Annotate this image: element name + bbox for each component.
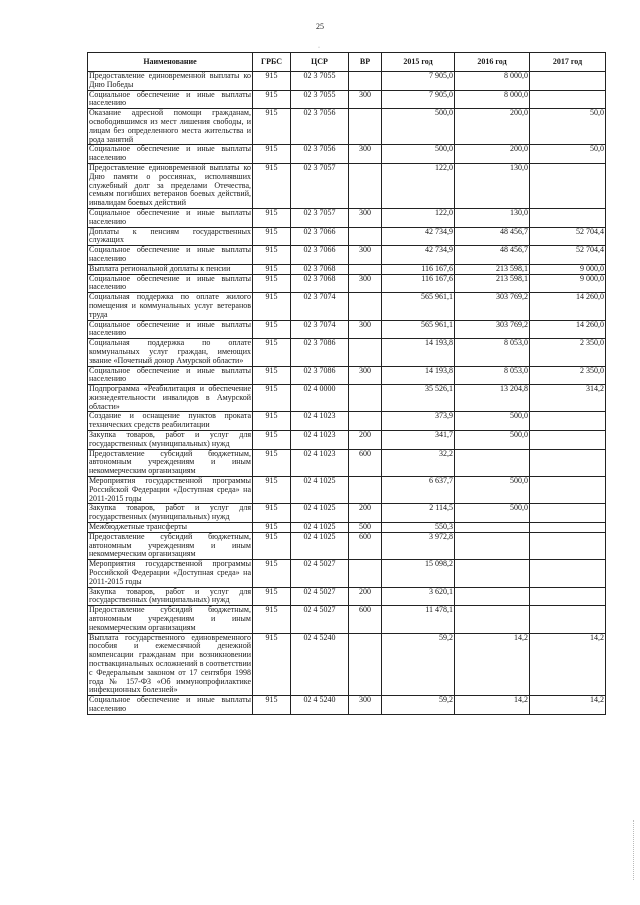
row-vr: 200 [349, 587, 382, 606]
row-2015: 14 193,8 [382, 366, 455, 385]
row-2017 [530, 477, 606, 504]
row-2016: 13 204,8 [455, 385, 530, 412]
row-vr [349, 227, 382, 246]
row-csr: 02 4 5240 [291, 633, 349, 696]
row-2017: 9 000,0 [530, 264, 606, 274]
row-2017 [530, 208, 606, 227]
table-header-row [88, 53, 606, 72]
row-name: Подпрограмма «Реабилитация и обеспечение жизнедеятельности инвалидов в Амурской области» [89, 384, 251, 411]
row-csr: 02 4 1025 [291, 532, 349, 559]
row-name: Выплата государственного единовременного пособия и ежемесячной денежной компенсации гражданам при возникновении поствакцинальных осложнений в соответствии с Федеральным законом от 17 сентября 1998 года № 157-ФЗ «Об иммунопрофилактике инфекционных болезней» [89, 633, 251, 695]
row-2017 [530, 431, 606, 450]
row-grbs: 915 [253, 227, 291, 246]
row-2015: 116 167,6 [382, 274, 455, 293]
row-name: Социальное обеспечение и иные выплаты населению [89, 90, 251, 108]
table-row [88, 532, 606, 559]
row-name: Социальное обеспечение и иные выплаты населению [89, 245, 251, 263]
row-csr: 02 3 7074 [291, 320, 349, 339]
row-vr: 300 [349, 208, 382, 227]
row-2017: 14,2 [530, 696, 606, 715]
header-name: Наименование [88, 53, 253, 72]
row-name: Мероприятия государственной программы Российской Федерации «Доступная среда» на 2011-2015 годы [89, 476, 251, 503]
row-csr: 02 4 0000 [291, 385, 349, 412]
table-row [88, 264, 606, 274]
row-vr: 600 [349, 449, 382, 476]
row-grbs: 915 [253, 606, 291, 633]
header-vr: ВР [349, 53, 382, 72]
row-grbs: 915 [253, 431, 291, 450]
row-2017 [530, 523, 606, 533]
table-row [88, 477, 606, 504]
header-2017: 2017 год [530, 53, 606, 72]
row-2017 [530, 606, 606, 633]
row-name: Закупка товаров, работ и услуг для государственных (муниципальных) нужд [89, 587, 251, 605]
row-grbs: 915 [253, 532, 291, 559]
row-2015: 7 905,0 [382, 90, 455, 109]
row-vr: 300 [349, 145, 382, 164]
row-csr: 02 4 1025 [291, 523, 349, 533]
row-2017 [530, 449, 606, 476]
table-row [88, 606, 606, 633]
row-2017: 50,0 [530, 109, 606, 145]
row-2015: 15 098,2 [382, 560, 455, 587]
row-2016: 130,0 [455, 163, 530, 208]
row-2017: 52 704,4 [530, 227, 606, 246]
table-row [88, 587, 606, 606]
row-2016: 8 053,0 [455, 339, 530, 366]
table-row [88, 90, 606, 109]
header-csr: ЦСР [291, 53, 349, 72]
row-name: Выплата региональной доплаты к пенсии [88, 264, 253, 274]
row-2017 [530, 532, 606, 559]
row-2017: 314,2 [530, 385, 606, 412]
row-csr: 02 3 7066 [291, 227, 349, 246]
row-2015: 341,7 [382, 431, 455, 450]
row-name: Оказание адресной помощи гражданам, освободившимся из мест лишения свободы, и лицам без определенного места жительства и рода занятий [89, 108, 251, 144]
row-grbs: 915 [253, 274, 291, 293]
row-grbs: 915 [253, 72, 291, 91]
row-grbs: 915 [253, 504, 291, 523]
table-row [88, 109, 606, 145]
row-2016: 130,0 [455, 208, 530, 227]
row-2017: 14 260,0 [530, 320, 606, 339]
table-row [88, 293, 606, 320]
row-2017: 2 350,0 [530, 339, 606, 366]
row-csr: 02 4 1025 [291, 504, 349, 523]
row-2015: 42 734,9 [382, 246, 455, 265]
row-grbs: 915 [253, 587, 291, 606]
row-2015: 3 620,1 [382, 587, 455, 606]
row-2016 [455, 523, 530, 533]
table-row [88, 449, 606, 476]
table-body [88, 72, 606, 715]
row-2016: 500,0 [455, 412, 530, 431]
row-2016: 303 769,2 [455, 320, 530, 339]
row-2017 [530, 90, 606, 109]
table-row [88, 633, 606, 696]
row-csr: 02 4 5027 [291, 606, 349, 633]
row-name: Мероприятия государственной программы Российской Федерации «Доступная среда» на 2011-2015 годы [89, 559, 251, 586]
row-name: Социальное обеспечение и иные выплаты населению [89, 144, 251, 163]
row-2016: 500,0 [455, 477, 530, 504]
table-row [88, 696, 606, 715]
row-2016: 213 598,1 [455, 264, 530, 274]
table-row [88, 431, 606, 450]
scan-edge-artifact [623, 820, 634, 880]
row-name: Предоставление субсидий бюджетным, автономным учреждениям и иным некоммерческим организациям [89, 532, 251, 559]
row-2016: 14,2 [455, 696, 530, 715]
row-2017: 52 704,4 [530, 246, 606, 265]
row-2015: 122,0 [382, 208, 455, 227]
row-2017 [530, 412, 606, 431]
table-row [88, 366, 606, 385]
row-grbs: 915 [253, 523, 291, 533]
row-2017 [530, 72, 606, 91]
table-row [88, 560, 606, 587]
row-2017: 14 260,0 [530, 293, 606, 320]
row-2016: 500,0 [455, 431, 530, 450]
row-2016: 8 000,0 [455, 72, 530, 91]
row-vr: 500 [349, 523, 382, 533]
row-grbs: 915 [253, 560, 291, 587]
row-csr: 02 3 7086 [291, 339, 349, 366]
row-csr: 02 4 1023 [291, 412, 349, 431]
row-csr: 02 4 5027 [291, 560, 349, 587]
row-2015: 373,9 [382, 412, 455, 431]
row-2015: 500,0 [382, 109, 455, 145]
row-2016: 213 598,1 [455, 274, 530, 293]
row-2015: 6 637,7 [382, 477, 455, 504]
row-csr: 02 4 1023 [291, 431, 349, 450]
table-row [88, 208, 606, 227]
row-2015: 11 478,1 [382, 606, 455, 633]
row-2017: 9 000,0 [530, 274, 606, 293]
row-csr: 02 3 7068 [291, 274, 349, 293]
page-number: 25 [316, 22, 324, 31]
row-vr [349, 412, 382, 431]
table-row [88, 246, 606, 265]
row-vr [349, 293, 382, 320]
row-csr: 02 3 7057 [291, 208, 349, 227]
row-grbs: 915 [253, 109, 291, 145]
row-name: Социальное обеспечение и иные выплаты населению [89, 320, 251, 338]
row-2015: 32,2 [382, 449, 455, 476]
row-name: Социальное обеспечение и иные выплаты населению [89, 695, 251, 713]
row-2016: 500,0 [455, 504, 530, 523]
row-grbs: 915 [253, 208, 291, 227]
row-vr: 600 [349, 532, 382, 559]
row-2016: 8 053,0 [455, 366, 530, 385]
row-csr: 02 3 7056 [291, 109, 349, 145]
row-2016 [455, 560, 530, 587]
row-2017: 2 350,0 [530, 366, 606, 385]
table-row [88, 412, 606, 431]
row-grbs: 915 [253, 385, 291, 412]
row-vr: 200 [349, 504, 382, 523]
row-2016 [455, 532, 530, 559]
row-2016 [455, 449, 530, 476]
row-csr: 02 3 7056 [291, 145, 349, 164]
row-csr: 02 3 7068 [291, 264, 349, 274]
table-row [88, 163, 606, 208]
row-csr: 02 3 7055 [291, 72, 349, 91]
row-2016: 14,2 [455, 633, 530, 696]
row-grbs: 915 [253, 449, 291, 476]
row-2017: 14,2 [530, 633, 606, 696]
row-2016: 303 769,2 [455, 293, 530, 320]
row-csr: 02 4 5240 [291, 696, 349, 715]
table-row [88, 523, 606, 533]
table-row [88, 72, 606, 91]
table-row [88, 145, 606, 164]
row-vr [349, 633, 382, 696]
row-csr: 02 3 7074 [291, 293, 349, 320]
row-2015: 2 114,5 [382, 504, 455, 523]
row-2017 [530, 587, 606, 606]
row-csr: 02 3 7057 [291, 163, 349, 208]
header-grbs: ГРБС [253, 53, 291, 72]
row-vr: 300 [349, 320, 382, 339]
row-name: Межбюджетные трансферты [88, 523, 253, 533]
row-grbs: 915 [253, 264, 291, 274]
row-csr: 02 3 7055 [291, 90, 349, 109]
row-vr [349, 264, 382, 274]
row-vr [349, 385, 382, 412]
budget-table [87, 52, 606, 715]
row-2017: 50,0 [530, 145, 606, 164]
row-vr [349, 109, 382, 145]
row-2017 [530, 163, 606, 208]
row-2015: 565 961,1 [382, 293, 455, 320]
row-name: Создание и оснащение пунктов проката технических средств реабилитации [89, 411, 251, 430]
row-name: Предоставление субсидий бюджетным, автономным учреждениям и иным некоммерческим организациям [89, 605, 251, 632]
row-name: Социальная поддержка по оплате коммунальных услуг граждан, имеющих звание «Почетный донор Амурской области» [89, 338, 251, 365]
row-grbs: 915 [253, 90, 291, 109]
row-vr: 300 [349, 274, 382, 293]
row-vr: 300 [349, 90, 382, 109]
row-2016: 200,0 [455, 109, 530, 145]
row-csr: 02 3 7066 [291, 246, 349, 265]
table-row [88, 504, 606, 523]
row-2015: 35 526,1 [382, 385, 455, 412]
row-csr: 02 4 5027 [291, 587, 349, 606]
row-grbs: 915 [253, 246, 291, 265]
row-vr: 300 [349, 366, 382, 385]
row-name: Предоставление субсидий бюджетным, автономным учреждениям и иным некоммерческим организациям [89, 449, 251, 476]
row-vr: 300 [349, 246, 382, 265]
row-name: Доплаты к пенсиям государственных служащих [89, 227, 251, 245]
row-grbs: 915 [253, 145, 291, 164]
row-name: Социальное обеспечение и иные выплаты населению [89, 366, 251, 384]
row-grbs: 915 [253, 293, 291, 320]
row-2015: 565 961,1 [382, 320, 455, 339]
row-2015: 116 167,6 [382, 264, 455, 274]
row-name: Социальное обеспечение и иные выплаты населению [89, 208, 251, 226]
row-vr [349, 477, 382, 504]
row-vr [349, 560, 382, 587]
row-2016: 8 000,0 [455, 90, 530, 109]
row-2016 [455, 587, 530, 606]
row-2015: 59,2 [382, 696, 455, 715]
row-grbs: 915 [253, 696, 291, 715]
table-row [88, 339, 606, 366]
table-row [88, 227, 606, 246]
row-2016: 48 456,7 [455, 246, 530, 265]
row-vr: 200 [349, 431, 382, 450]
header-2016: 2016 год [455, 53, 530, 72]
row-name: Предоставление единовременной выплаты ко Дню памяти о россиянах, исполнявших служебный долг за пределами Отечества, семьям погибших ветеранов боевых действий, инвалидам боевых действий [89, 163, 251, 208]
table-row [88, 385, 606, 412]
row-vr: 300 [349, 696, 382, 715]
row-2016: 48 456,7 [455, 227, 530, 246]
row-grbs: 915 [253, 412, 291, 431]
row-2015: 500,0 [382, 145, 455, 164]
row-name: Закупка товаров, работ и услуг для государственных (муниципальных) нужд [89, 430, 251, 448]
row-2017 [530, 504, 606, 523]
row-2015: 14 193,8 [382, 339, 455, 366]
row-2016: 200,0 [455, 145, 530, 164]
row-grbs: 915 [253, 320, 291, 339]
row-2016 [455, 606, 530, 633]
row-name: Предоставление единовременной выплаты ко Дню Победы [89, 71, 251, 89]
row-name: Социальная поддержка по оплате жилого помещения и коммунальных услуг ветеранов труда [89, 292, 251, 319]
scan-mark: · [318, 45, 320, 51]
table-row [88, 320, 606, 339]
row-vr: 600 [349, 606, 382, 633]
row-name: Закупка товаров, работ и услуг для государственных (муниципальных) нужд [89, 503, 251, 522]
row-grbs: 915 [253, 163, 291, 208]
row-grbs: 915 [253, 366, 291, 385]
row-2015: 59,2 [382, 633, 455, 696]
row-2015: 3 972,8 [382, 532, 455, 559]
row-2015: 122,0 [382, 163, 455, 208]
row-csr: 02 4 1025 [291, 477, 349, 504]
row-vr [349, 339, 382, 366]
row-grbs: 915 [253, 633, 291, 696]
row-2015: 7 905,0 [382, 72, 455, 91]
row-2017 [530, 560, 606, 587]
row-grbs: 915 [253, 477, 291, 504]
row-grbs: 915 [253, 339, 291, 366]
header-2015: 2015 год [382, 53, 455, 72]
table-row [88, 274, 606, 293]
row-vr [349, 72, 382, 91]
row-2015: 550,3 [382, 523, 455, 533]
row-csr: 02 4 1023 [291, 449, 349, 476]
row-name: Социальное обеспечение и иные выплаты населению [89, 274, 251, 292]
row-2015: 42 734,9 [382, 227, 455, 246]
row-csr: 02 3 7086 [291, 366, 349, 385]
row-vr [349, 163, 382, 208]
